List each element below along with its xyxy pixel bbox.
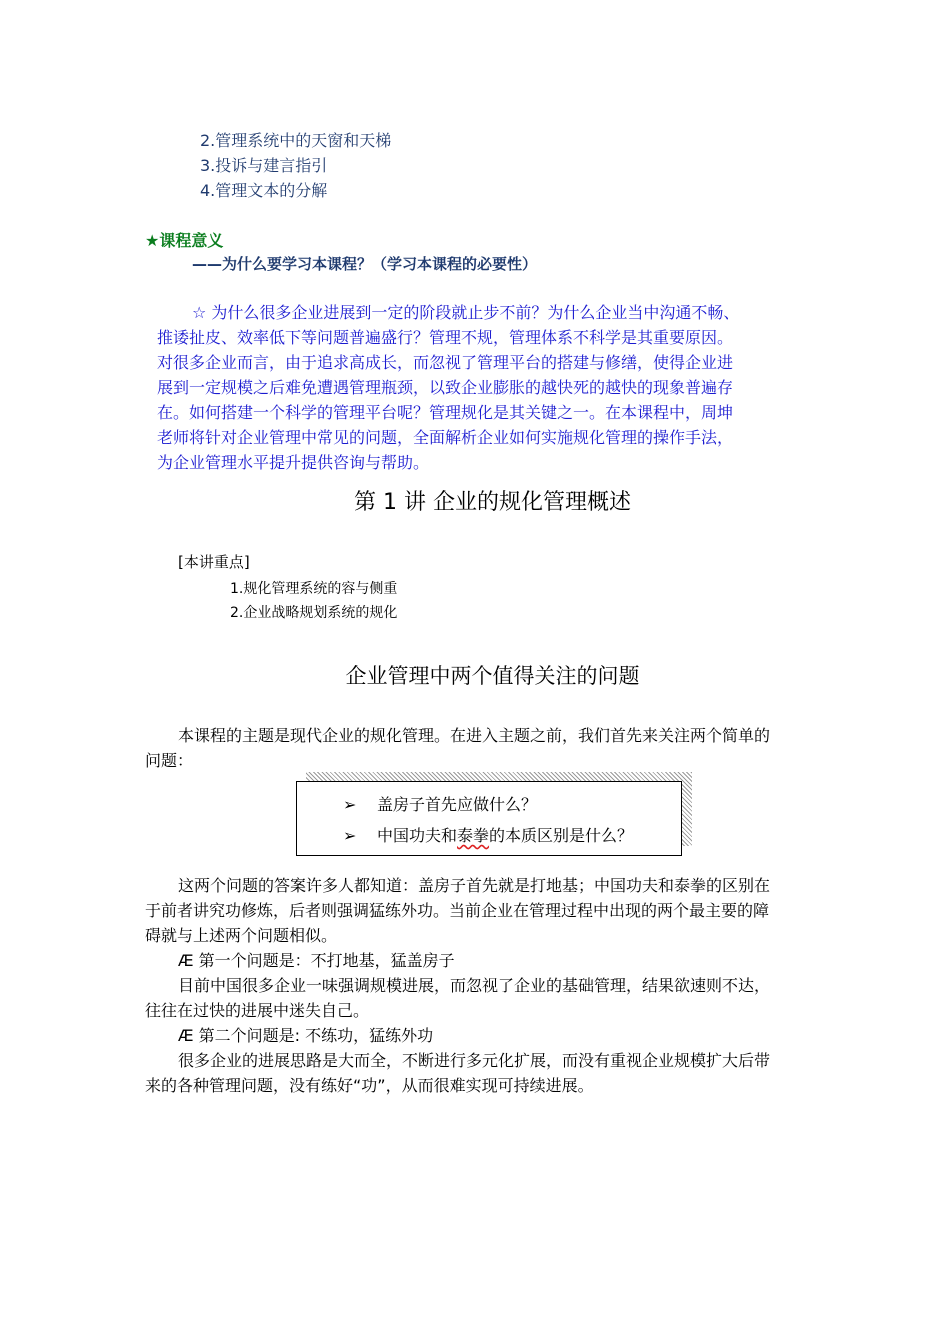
- arrow-bullet-icon: ➢: [343, 795, 357, 814]
- question-text: 盖房子首先应做什么？: [377, 795, 538, 814]
- focus-label: [本讲重点]: [178, 553, 250, 571]
- question-item-1: [343, 792, 537, 815]
- paragraph-line: 对很多企业而言，由于追求高成长，而忽视了管理平台的搭建与修缮，使得企业进: [157, 353, 734, 372]
- paragraph-line: 来的各种管理问题，没有练好“功”，从而很难实现可持续进展。: [145, 1076, 594, 1095]
- paragraph-line: 这两个问题的答案许多人都知道：盖房子首先就是打地基；中国功夫和泰拳的区别在: [178, 876, 771, 895]
- problem-2-heading: Æ 第二个问题是: 不练功，猛练外功: [178, 1026, 434, 1045]
- toc-item-3: 3.投诉与建言指引: [200, 156, 328, 175]
- toc-item-2: 2.管理系统中的天窗和天梯: [200, 131, 392, 150]
- paragraph-line: 目前中国很多企业一味强调规模进展，而忽视了企业的基础管理，结果欲速则不达，: [178, 976, 771, 995]
- problem-1-heading: Æ 第一个问题是：不打地基，猛盖房子: [178, 951, 455, 970]
- lecture-title: 第 1 讲 企业的规化管理概述: [354, 490, 631, 515]
- significance-subheading: ——为什么要学习本课程？（学习本课程的必要性）: [192, 255, 538, 273]
- paragraph-line: 于前者讲究功修炼，后者则强调猛练外功。当前企业在管理过程中出现的两个最主要的障: [145, 901, 770, 920]
- arrow-bullet-icon: ➢: [343, 826, 357, 845]
- significance-heading: ★课程意义: [145, 231, 224, 250]
- paragraph-line: 推诿扯皮、效率低下等问题普遍盛行？管理不规，管理体系不科学是其重要原因。: [157, 328, 734, 347]
- paragraph-line: 本课程的主题是现代企业的规化管理。在进入主题之前，我们首先来关注两个简单的: [178, 726, 771, 745]
- significance-paragraph: [157, 300, 797, 475]
- focus-item-1: 1.规化管理系统的容与侧重: [230, 581, 398, 597]
- paragraph-line: 为企业管理水平提升提供咨询与帮助。: [157, 453, 430, 472]
- paragraph-line: 问题：: [145, 751, 194, 770]
- spellcheck-marked-word: 泰拳: [457, 826, 490, 845]
- paragraph-line: 在。如何搭建一个科学的管理平台呢？管理规化是其关键之一。在本课程中，周坤: [157, 403, 734, 422]
- question-box: [296, 781, 682, 856]
- question-text: 的本质区别是什么？: [489, 826, 634, 845]
- question-text: 中国功夫和: [377, 826, 458, 845]
- paragraph-line: 老师将针对企业管理中常见的问题，全面解析企业如何实施规化管理的操作手法，: [157, 428, 734, 447]
- question-item-2: [343, 823, 633, 846]
- paragraph-line: 展到一定规模之后难免遭遇管理瓶颈，以致企业膨胀的越快死的越快的现象普遍存: [157, 378, 734, 397]
- paragraph-line: ☆ 为什么很多企业进展到一定的阶段就止步不前？为什么企业当中沟通不畅、: [192, 303, 740, 322]
- paragraph-line: 很多企业的进展思路是大而全，不断进行多元化扩展，而没有重视企业规模扩大后带: [178, 1051, 771, 1070]
- paragraph-line: 往往在过快的进展中迷失自己。: [145, 1001, 370, 1020]
- paragraph-line: 碍就与上述两个问题相似。: [145, 926, 338, 945]
- toc-item-4: 4.管理文本的分解: [200, 181, 328, 200]
- intro-paragraph: [145, 723, 810, 773]
- answer-paragraph: [145, 873, 810, 1098]
- focus-item-2: 2.企业战略规划系统的规化: [230, 605, 398, 621]
- section-title: 企业管理中两个值得关注的问题: [345, 664, 640, 688]
